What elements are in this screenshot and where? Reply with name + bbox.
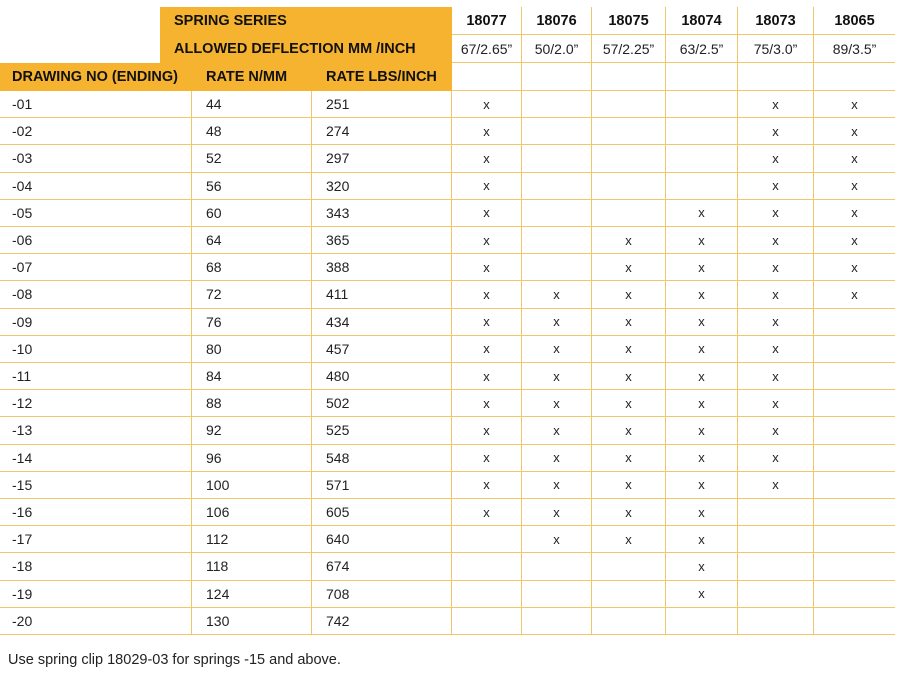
cell-series-mark: x (814, 281, 895, 308)
cell-drawing: -11 (0, 363, 192, 390)
table-row (0, 472, 895, 499)
series-id-1: 18076 (522, 7, 592, 35)
cell-series-mark: x (666, 281, 738, 308)
cell-series-mark: x (452, 336, 522, 363)
cell-series-mark (814, 499, 895, 526)
cell-series-mark (592, 200, 666, 227)
cell-rate-n: 84 (192, 363, 312, 390)
table-row (0, 526, 895, 553)
cell-series-mark: x (738, 472, 814, 499)
cell-series-mark: x (814, 227, 895, 254)
table-row (0, 173, 895, 200)
cell-rate-lbs: 411 (312, 281, 452, 308)
cell-series-mark: x (666, 363, 738, 390)
empty-header-cell (666, 63, 738, 91)
header-row-columns (0, 63, 895, 91)
cell-series-mark: x (738, 200, 814, 227)
cell-series-mark (666, 91, 738, 118)
cell-series-mark (666, 145, 738, 172)
cell-series-mark (452, 581, 522, 608)
cell-series-mark: x (814, 173, 895, 200)
cell-series-mark (522, 173, 592, 200)
table-row (0, 91, 895, 118)
cell-rate-lbs: 548 (312, 445, 452, 472)
cell-series-mark: x (738, 118, 814, 145)
cell-drawing: -13 (0, 417, 192, 444)
cell-series-mark: x (592, 445, 666, 472)
cell-rate-lbs: 297 (312, 145, 452, 172)
cell-series-mark (522, 254, 592, 281)
cell-drawing: -07 (0, 254, 192, 281)
cell-series-mark: x (738, 336, 814, 363)
table-row (0, 417, 895, 444)
series-deflection-2: 57/2.25” (592, 35, 666, 63)
cell-rate-lbs: 457 (312, 336, 452, 363)
cell-series-mark (738, 526, 814, 553)
cell-series-mark (522, 145, 592, 172)
cell-rate-n: 118 (192, 553, 312, 580)
cell-drawing: -03 (0, 145, 192, 172)
cell-rate-lbs: 388 (312, 254, 452, 281)
cell-series-mark: x (592, 363, 666, 390)
cell-rate-n: 64 (192, 227, 312, 254)
cell-series-mark (592, 608, 666, 635)
cell-rate-n: 124 (192, 581, 312, 608)
table-row (0, 281, 895, 308)
cell-series-mark (814, 390, 895, 417)
cell-series-mark: x (452, 499, 522, 526)
cell-series-mark: x (666, 553, 738, 580)
table-row (0, 390, 895, 417)
cell-series-mark (738, 499, 814, 526)
cell-rate-lbs: 708 (312, 581, 452, 608)
cell-series-mark: x (666, 499, 738, 526)
empty-header-cell (592, 63, 666, 91)
cell-series-mark (814, 336, 895, 363)
cell-series-mark (666, 118, 738, 145)
cell-series-mark (814, 309, 895, 336)
cell-series-mark: x (522, 445, 592, 472)
cell-series-mark: x (666, 472, 738, 499)
cell-series-mark: x (452, 390, 522, 417)
cell-series-mark (814, 526, 895, 553)
cell-series-mark: x (522, 363, 592, 390)
header-row-series (0, 7, 895, 35)
cell-series-mark: x (666, 227, 738, 254)
cell-series-mark: x (522, 281, 592, 308)
cell-rate-n: 56 (192, 173, 312, 200)
cell-series-mark (452, 526, 522, 553)
header-row-deflection (0, 35, 895, 63)
cell-series-mark: x (666, 200, 738, 227)
cell-series-mark (738, 581, 814, 608)
cell-series-mark: x (738, 173, 814, 200)
cell-series-mark: x (738, 145, 814, 172)
cell-series-mark: x (738, 309, 814, 336)
cell-series-mark (522, 553, 592, 580)
series-id-0: 18077 (452, 7, 522, 35)
cell-series-mark: x (666, 445, 738, 472)
cell-rate-lbs: 525 (312, 417, 452, 444)
cell-series-mark (814, 553, 895, 580)
cell-series-mark: x (452, 254, 522, 281)
empty-header-cell (522, 63, 592, 91)
empty-header-cell (814, 63, 895, 91)
cell-series-mark: x (666, 526, 738, 553)
cell-series-mark: x (738, 254, 814, 281)
cell-series-mark (814, 581, 895, 608)
series-deflection-1: 50/2.0” (522, 35, 592, 63)
series-id-4: 18073 (738, 7, 814, 35)
table-row (0, 145, 895, 172)
cell-series-mark: x (452, 472, 522, 499)
cell-series-mark: x (592, 281, 666, 308)
series-deflection-0: 67/2.65” (452, 35, 522, 63)
series-deflection-5: 89/3.5” (814, 35, 895, 63)
cell-series-mark: x (592, 417, 666, 444)
series-id-5: 18065 (814, 7, 895, 35)
cell-series-mark: x (522, 309, 592, 336)
series-deflection-3: 63/2.5” (666, 35, 738, 63)
cell-series-mark (814, 363, 895, 390)
cell-series-mark: x (592, 526, 666, 553)
cell-series-mark: x (452, 363, 522, 390)
cell-drawing: -05 (0, 200, 192, 227)
table-row (0, 363, 895, 390)
cell-drawing: -08 (0, 281, 192, 308)
cell-rate-lbs: 480 (312, 363, 452, 390)
cell-series-mark: x (738, 91, 814, 118)
cell-series-mark: x (666, 254, 738, 281)
series-id-3: 18074 (666, 7, 738, 35)
cell-series-mark: x (452, 281, 522, 308)
cell-drawing: -10 (0, 336, 192, 363)
cell-drawing: -09 (0, 309, 192, 336)
cell-drawing: -17 (0, 526, 192, 553)
cell-series-mark (522, 200, 592, 227)
cell-series-mark: x (814, 91, 895, 118)
cell-rate-n: 112 (192, 526, 312, 553)
cell-series-mark: x (666, 390, 738, 417)
cell-series-mark: x (592, 227, 666, 254)
cell-drawing: -02 (0, 118, 192, 145)
cell-rate-n: 48 (192, 118, 312, 145)
cell-series-mark (592, 581, 666, 608)
cell-series-mark (522, 581, 592, 608)
cell-rate-n: 72 (192, 281, 312, 308)
cell-drawing: -15 (0, 472, 192, 499)
footnote: Use spring clip 18029-03 for springs -15 and above. (8, 652, 341, 668)
cell-rate-lbs: 742 (312, 608, 452, 635)
cell-series-mark: x (592, 499, 666, 526)
table-row (0, 608, 895, 635)
cell-series-mark: x (522, 336, 592, 363)
cell-rate-n: 80 (192, 336, 312, 363)
cell-series-mark: x (666, 309, 738, 336)
cell-rate-n: 130 (192, 608, 312, 635)
cell-series-mark: x (522, 390, 592, 417)
cell-rate-n: 106 (192, 499, 312, 526)
table-row (0, 309, 895, 336)
cell-series-mark: x (452, 145, 522, 172)
cell-series-mark (814, 417, 895, 444)
cell-series-mark: x (522, 499, 592, 526)
table-row (0, 581, 895, 608)
cell-series-mark: x (522, 472, 592, 499)
cell-rate-lbs: 674 (312, 553, 452, 580)
cell-series-mark: x (452, 173, 522, 200)
cell-series-mark: x (452, 118, 522, 145)
cell-series-mark (452, 608, 522, 635)
table-row (0, 254, 895, 281)
cell-drawing: -12 (0, 390, 192, 417)
cell-series-mark: x (738, 390, 814, 417)
cell-rate-n: 96 (192, 445, 312, 472)
series-id-2: 18075 (592, 7, 666, 35)
cell-series-mark: x (592, 254, 666, 281)
cell-series-mark: x (666, 581, 738, 608)
cell-rate-n: 52 (192, 145, 312, 172)
cell-series-mark: x (592, 309, 666, 336)
column-header-rate-n: RATE N/MM (206, 69, 288, 85)
spring-series-label: SPRING SERIES (160, 7, 452, 35)
cell-series-mark (814, 608, 895, 635)
cell-series-mark (592, 91, 666, 118)
cell-series-mark (522, 608, 592, 635)
cell-series-mark (738, 553, 814, 580)
table-row (0, 499, 895, 526)
cell-series-mark: x (592, 472, 666, 499)
cell-rate-lbs: 365 (312, 227, 452, 254)
table-row (0, 553, 895, 580)
cell-series-mark (452, 553, 522, 580)
table-row (0, 336, 895, 363)
table-row (0, 200, 895, 227)
cell-series-mark: x (452, 309, 522, 336)
cell-series-mark (592, 118, 666, 145)
cell-drawing: -20 (0, 608, 192, 635)
cell-series-mark: x (738, 363, 814, 390)
column-header-drawing: DRAWING NO (ENDING) (12, 69, 178, 85)
cell-rate-lbs: 434 (312, 309, 452, 336)
cell-series-mark: x (592, 390, 666, 417)
series-deflection-4: 75/3.0” (738, 35, 814, 63)
cell-rate-n: 68 (192, 254, 312, 281)
cell-drawing: -04 (0, 173, 192, 200)
cell-series-mark: x (666, 417, 738, 444)
cell-series-mark: x (522, 526, 592, 553)
cell-series-mark (592, 173, 666, 200)
cell-series-mark (592, 145, 666, 172)
cell-series-mark: x (452, 227, 522, 254)
table-row (0, 227, 895, 254)
cell-series-mark: x (738, 227, 814, 254)
cell-series-mark (522, 91, 592, 118)
empty-header-cell (738, 63, 814, 91)
table-row (0, 445, 895, 472)
cell-rate-lbs: 343 (312, 200, 452, 227)
cell-rate-n: 60 (192, 200, 312, 227)
cell-series-mark: x (814, 145, 895, 172)
cell-series-mark: x (452, 200, 522, 227)
cell-series-mark: x (814, 200, 895, 227)
cell-rate-n: 92 (192, 417, 312, 444)
cell-series-mark: x (814, 118, 895, 145)
cell-series-mark: x (452, 91, 522, 118)
cell-series-mark: x (814, 254, 895, 281)
cell-series-mark: x (666, 336, 738, 363)
cell-series-mark (666, 608, 738, 635)
cell-series-mark: x (452, 417, 522, 444)
allowed-deflection-label: ALLOWED DEFLECTION MM /INCH (160, 35, 452, 63)
cell-series-mark: x (592, 336, 666, 363)
cell-rate-lbs: 274 (312, 118, 452, 145)
cell-series-mark (814, 445, 895, 472)
cell-drawing: -16 (0, 499, 192, 526)
cell-rate-n: 100 (192, 472, 312, 499)
cell-series-mark: x (738, 417, 814, 444)
cell-series-mark (666, 173, 738, 200)
cell-series-mark (738, 608, 814, 635)
empty-header-cell (452, 63, 522, 91)
cell-rate-lbs: 320 (312, 173, 452, 200)
cell-series-mark: x (522, 417, 592, 444)
cell-rate-n: 88 (192, 390, 312, 417)
cell-drawing: -06 (0, 227, 192, 254)
cell-rate-lbs: 640 (312, 526, 452, 553)
cell-rate-lbs: 571 (312, 472, 452, 499)
cell-series-mark (522, 227, 592, 254)
table-row (0, 118, 895, 145)
cell-rate-n: 44 (192, 91, 312, 118)
cell-drawing: -18 (0, 553, 192, 580)
cell-series-mark (592, 553, 666, 580)
cell-rate-lbs: 251 (312, 91, 452, 118)
cell-drawing: -01 (0, 91, 192, 118)
column-header-rate-lbs: RATE LBS/INCH (326, 69, 437, 85)
cell-series-mark: x (452, 445, 522, 472)
cell-drawing: -19 (0, 581, 192, 608)
cell-rate-lbs: 502 (312, 390, 452, 417)
cell-series-mark (522, 118, 592, 145)
cell-series-mark (814, 472, 895, 499)
cell-rate-n: 76 (192, 309, 312, 336)
cell-drawing: -14 (0, 445, 192, 472)
cell-series-mark: x (738, 281, 814, 308)
cell-series-mark: x (738, 445, 814, 472)
cell-rate-lbs: 605 (312, 499, 452, 526)
